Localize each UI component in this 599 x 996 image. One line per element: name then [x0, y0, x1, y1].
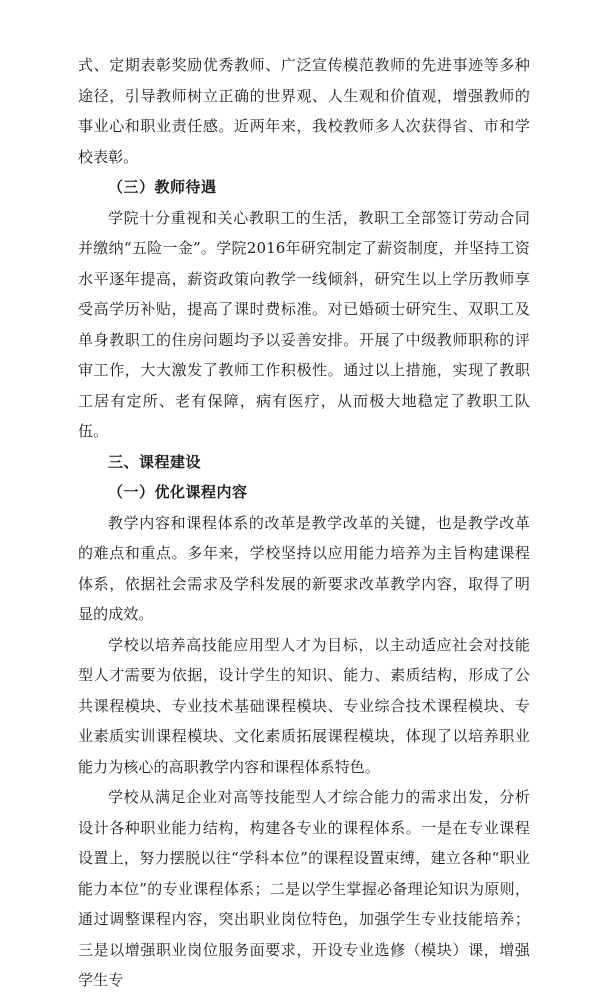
heading-course-construction: 三、课程建设 — [108, 452, 202, 471]
document-body — [78, 50, 530, 996]
paragraph-teacher-benefits: 学院十分重视和关心教职工的生活，教职工全部签订劳动合同并缴纳“五险一金”。学院2016年研究制定了薪资制度，并坚持工资水平逐年提高，薪资政策向教学一线倾斜，研究生以上学历教师享受高学历补贴，提高了课时费标准。对已婚硕士研究生、双职工及单身教职工的住房问题均予以妥善安排。开展了中级教师职称的评审工作，大大激发了教师工作积极性。通过以上措施，实现了教职工居有定所、老有保障，病有医疗，从而极大地稳定了教职工队伍。 — [78, 208, 530, 440]
paragraph-intro: 式、定期表彰奖励优秀教师、广泛宣传模范教师的先进事迹等多种途径，引导教师树立正确的世界观、人生观和价值观，增强教师的事业心和职业责任感。近两年来，我校教师多人次获得省、市和学校表彰。 — [78, 56, 530, 166]
paragraph-course-reform: 教学内容和课程体系的改革是教学改革的关键，也是教学改革的难点和重点。多年来，学校坚持以应用能力培养为主旨构建课程体系，依据社会需求及学科发展的新要求改革教学内容，取得了明显的成效。 — [78, 513, 530, 623]
paragraph-course-modules: 学校以培养高技能应用型人才为目标，以主动适应社会对技能型人才需要为依据，设计学生的知识、能力、素质结构，形成了公共课程模块、专业技术基础课程模块、专业综合技术课程模块、专业素质实训课程模块、文化素质拓展课程模块，体现了以培养职业能力为核心的高职教学内容和课程体系特色。 — [78, 635, 530, 776]
subheading-teacher-benefits: （三）教师待遇 — [108, 178, 217, 196]
subheading-optimize-course: （一）优化课程内容 — [108, 483, 248, 501]
paragraph-course-system: 学校从满足企业对高等技能型人才综合能力的需求出发，分析设计各种职业能力结构，构建各专业的课程体系。一是在专业课程设置上，努力摆脱以往“学科本位”的课程设置束缚，建立各种“职业能力本位”的专业课程体系；二是以学生掌握必备理论知识为原则，通过调整课程内容，突出职业岗位特色，加强学生专业技能培养；三是以增强职业岗位服务面要求，开设专业选修（模块）课，增强学生专 — [78, 788, 530, 989]
